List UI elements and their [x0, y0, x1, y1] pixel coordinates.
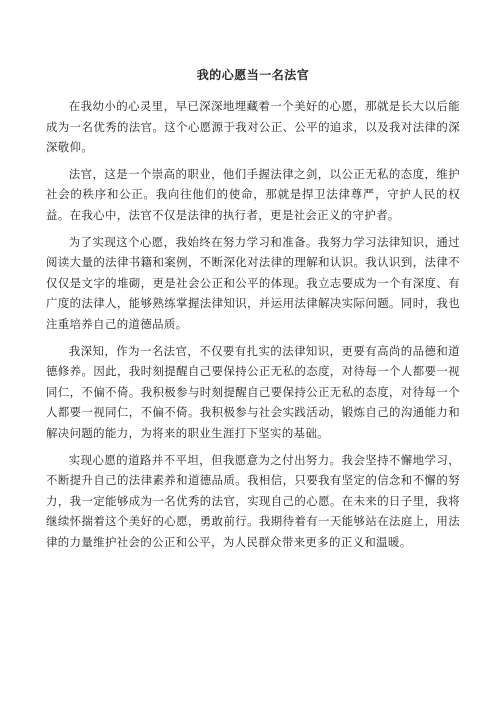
paragraph-4: 我深知，作为一名法官，不仅要有扎实的法律知识，更要有高尚的品德和道德修养。因此，我时刻提醒自己要保持公正无私的态度，对待每一个人都要一视同仁，不偏不倚。我积极参与时刻提醒自己要保持公正无私的态度，对待每一个人都要一视同仁，不偏不倚。我积极参与社会实践活动，锻炼自己的沟通能力和解决问题的能力，为将来的职业生涯打下坚实的基础。 [46, 343, 460, 440]
paragraph-2: 法官，这是一个崇高的职业，他们手握法律之剑，以公正无私的态度，维护社会的秩序和公正。我向往他们的使命，那就是捍卫法律尊严，守护人民的权益。在我心中，法官不仅是法律的执行者，更是社会正义的守护者。 [46, 166, 460, 222]
paragraph-1: 在我幼小的心灵里，早已深深地埋藏着一个美好的心愿，那就是长大以后能成为一名优秀的法官。这个心愿源于我对公正、公平的追求，以及我对法律的深深敬仰。 [46, 99, 460, 155]
paragraph-5: 实现心愿的道路并不平坦，但我愿意为之付出努力。我会坚持不懈地学习，不断提升自己的法律素养和道德品质。我相信，只要我有坚定的信念和不懈的努力，我一定能够成为一名优秀的法官，实现自己的心愿。在未来的日子里，我将继续怀揣着这个美好的心愿，勇敢前行。我期待着有一天能够站在法庭上，用法律的力量维护社会的公正和公平，为人民群众带来更多的正义和温暖。 [46, 452, 460, 549]
paragraph-3: 为了实现这个心愿，我始终在努力学习和准备。我努力学习法律知识，通过阅读大量的法律书籍和案例，不断深化对法律的理解和认识。我认识到，法律不仅仅是文字的堆砌，更是社会公正和公平的体现。我立志要成为一个有深度、有广度的法律人，能够熟练掌握法律知识，并运用法律解决实际问题。同时，我也注重培养自己的道德品质。 [46, 234, 460, 331]
document-title: 我的心愿当一名法官 [196, 68, 310, 82]
